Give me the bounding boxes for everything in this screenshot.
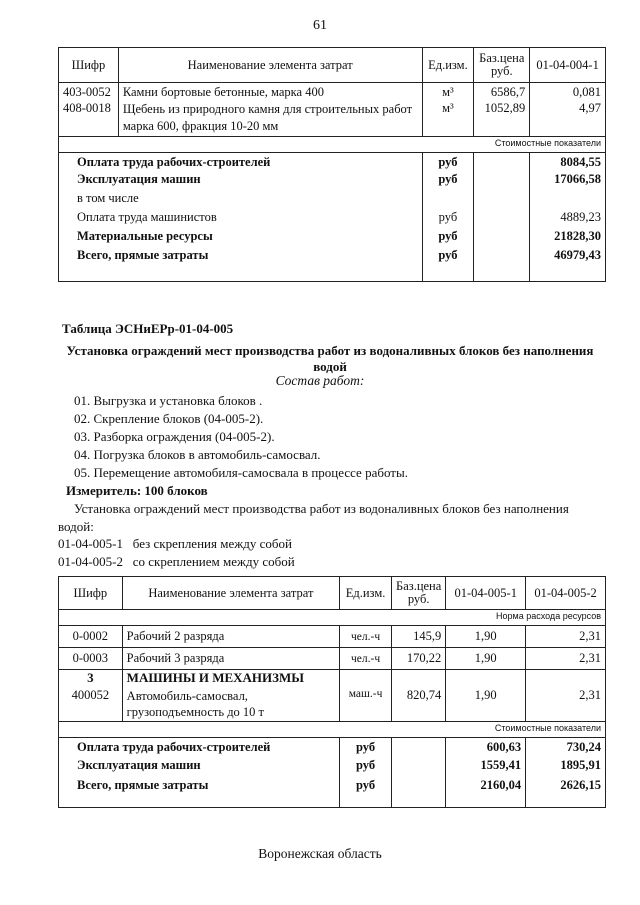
page-number: 61 [313, 18, 327, 33]
table-row: 408-0018 Щебень из природного камня для строительных работ марка 600, фракция 10-20 мм м³ 1052,89 4,97 [59, 101, 606, 137]
table-row: Материальные ресурсы руб 21828,30 [59, 229, 606, 248]
header-price: Баз.цена руб. [474, 48, 530, 83]
list-item: 01-04-005-1 без скрепления между собой [58, 536, 292, 551]
table-row: Оплата труда рабочих-строителей руб 600,63 730,24 [59, 738, 606, 758]
table-row: 403-0052 Камни бортовые бетонные, марка 400 м³ 6586,7 0,081 [59, 83, 606, 101]
work-steps-list [74, 392, 408, 482]
composition-label: Состав работ: [275, 373, 365, 388]
table-row: Всего, прямые затраты руб 2160,04 2626,15 [59, 778, 606, 808]
list-item: 05. Перемещение автомобиля-самосвала в процессе работы. [74, 465, 408, 480]
measure-unit: Измеритель: 100 блоков [66, 483, 208, 498]
table-row: Эксплуатация машин руб 17066,58 [59, 172, 606, 191]
list-item: 02. Скрепление блоков (04-005-2). [74, 411, 264, 426]
header-col-01-04-005-2: 01-04-005-2 [526, 577, 606, 610]
list-item: 04. Погрузка блоков в автомобиль-самосвал. [74, 447, 321, 462]
table-row: Эксплуатация машин руб 1559,41 1895,91 [59, 758, 606, 778]
header-code: Шифр [59, 577, 123, 610]
list-item: 03. Разборка ограждения (04-005-2). [74, 429, 275, 444]
section-label: Стоимостные показатели [59, 137, 606, 153]
section-heading: Установка ограждений мест производства работ из водоналивных блоков без наполнения водой [66, 343, 594, 374]
description: Установка ограждений мест производства работ из водоналивных блоков без наполнения водой: [58, 501, 569, 534]
page-footer: Воронежская область [258, 846, 382, 861]
header-unit: Ед.изм. [422, 48, 474, 83]
header-col-01-04-005-1: 01-04-005-1 [446, 577, 526, 610]
table-row: 3 МАШИНЫ И МЕХАНИЗМЫ [59, 670, 606, 688]
table-title: Таблица ЭСНиЕРр-01-04-005 [62, 321, 234, 336]
table-row: 0-0002 Рабочий 2 разряда чел.-ч 145,9 1,90 2,31 [59, 626, 606, 648]
header-col-01-04-004-1: 01-04-004-1 [530, 48, 606, 83]
table-row: Оплата труда машинистов руб 4889,23 [59, 210, 606, 229]
table-row: 400052 Автомобиль-самосвал, грузоподъемность до 10 т маш.-ч 820,74 1,90 2,31 [59, 688, 606, 722]
table-row: Оплата труда рабочих-строителей руб 8084,55 [59, 153, 606, 172]
list-item: 01-04-005-2 со скреплением между собой [58, 554, 295, 569]
header-price: Баз.цена руб. [392, 577, 446, 610]
variant-list [58, 535, 295, 571]
header-code: Шифр [59, 48, 119, 83]
header-name: Наименование элемента затрат [118, 48, 422, 83]
table-row: Всего, прямые затраты руб 46979,43 [59, 248, 606, 282]
norm-label: Норма расхода ресурсов [59, 610, 606, 626]
cost-table-01-04-005 [58, 576, 606, 808]
section-label: Стоимостные показатели [59, 722, 606, 738]
table-row: 0-0003 Рабочий 3 разряда чел.-ч 170,22 1,90 2,31 [59, 648, 606, 670]
cost-table-01-04-004 [58, 47, 606, 282]
table-row: в том числе [59, 191, 606, 210]
header-unit: Ед.изм. [340, 577, 392, 610]
list-item: 01. Выгрузка и установка блоков . [74, 393, 263, 408]
header-name: Наименование элемента затрат [122, 577, 339, 610]
